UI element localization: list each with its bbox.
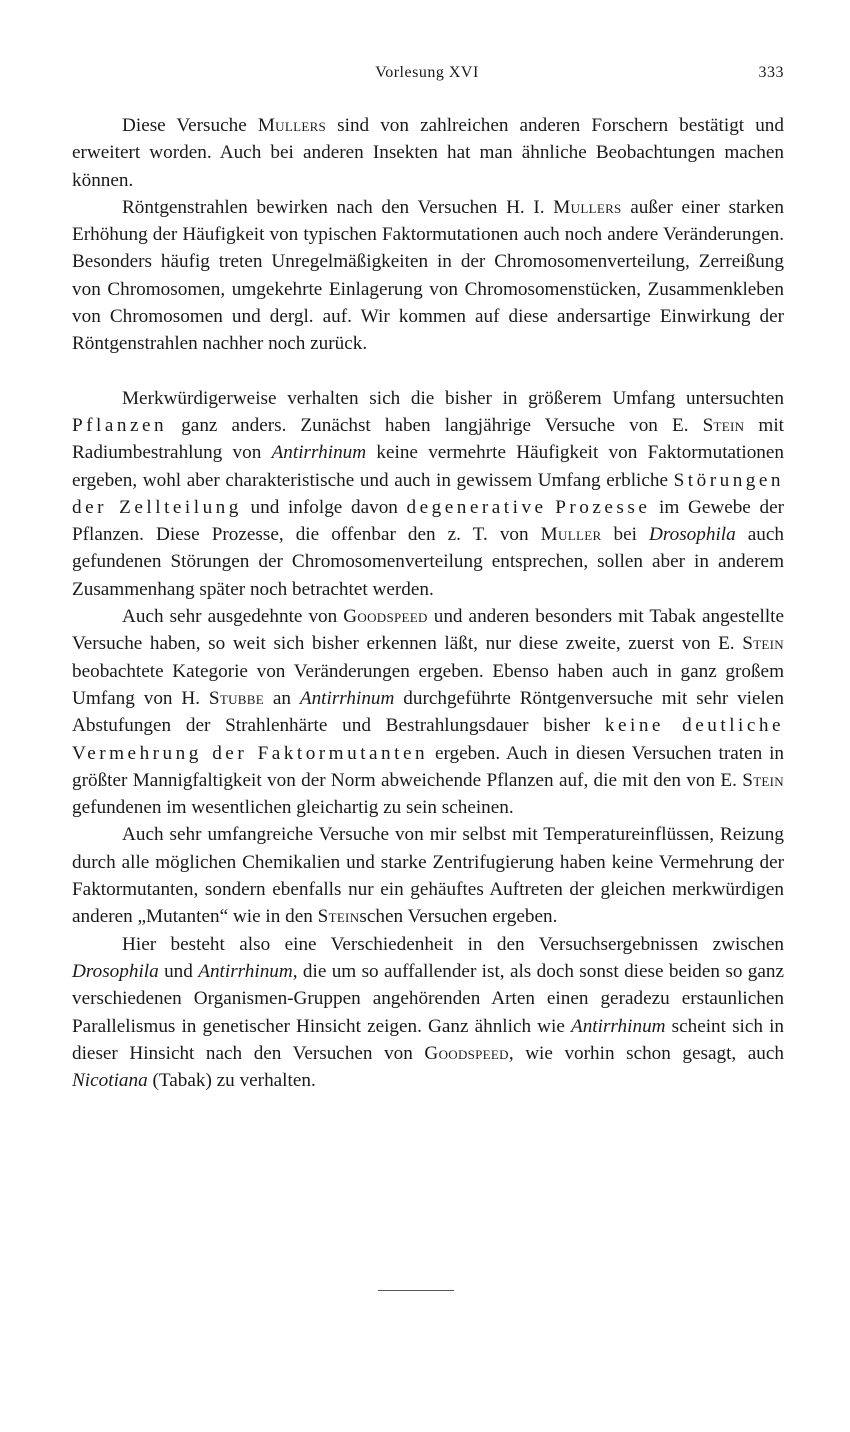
text-run: an bbox=[264, 687, 300, 709]
spaced-emphasis: Prozesse bbox=[555, 496, 651, 518]
author-name: Stubbe bbox=[208, 687, 264, 709]
text-run: Auch sehr ausgedehnte von bbox=[122, 606, 344, 628]
author-name: Stein bbox=[702, 414, 745, 436]
spaced-emphasis: Störungen der Zellteilung bbox=[72, 469, 784, 518]
text-run: die um so auffallender ist, als doch sonst diese beiden so ganz verschiedenen Organismen-Gruppen angehörenden Arten einen geradezu erstaunlichen Parallelismus in genetischer Hinsicht zeigen. Ganz ähnlich wie bbox=[72, 960, 784, 1037]
text-run: Auch sehr umfangreiche Versuche von mir selbst mit Temperatureinflüssen, Reizung durch alle möglichen Chemikalien und starke Zentrifugierung haben keine Vermehrung der Faktormutanten, sondern ebenfalls nur ein gehäuftes Auftreten der gleichen merkwürdigen anderen „Mutanten“ wie in den bbox=[72, 824, 784, 928]
genus-name: Antirrhinum bbox=[271, 442, 367, 464]
text-run: schen Versuchen ergeben. bbox=[359, 906, 558, 928]
text-run: auch gefundenen Störungen der Chromosomenverteilung entsprechen, sollen aber in anderem Zusammenhang später noch betrachtet werden. bbox=[72, 524, 784, 600]
text-run: scheint sich in dieser Hinsicht nach den Versuchen von bbox=[72, 1015, 784, 1064]
text-run: Diese Versuche bbox=[122, 115, 258, 136]
genus-name: Antirrhinum bbox=[570, 1015, 666, 1037]
text-run: gefundenen im wesentlichen gleichartig zu sein scheinen. bbox=[72, 797, 514, 819]
spaced-emphasis: Pflanzen bbox=[72, 414, 168, 436]
page-header bbox=[70, 64, 784, 88]
author-name: Goodspeed bbox=[343, 606, 428, 628]
genus-name: Antirrhinum, bbox=[198, 960, 298, 982]
text-run: und infolge davon bbox=[241, 496, 407, 518]
body-text bbox=[72, 112, 784, 1094]
paragraph-4 bbox=[72, 603, 784, 821]
text-run: ergeben. Auch in diesen Versuchen traten in größter Mannigfaltigkeit von der Norm abweichende Pflanzen auf, die mit den von E. bbox=[72, 742, 784, 791]
author-name: Mullers bbox=[257, 115, 327, 136]
text-run: durchgeführte Röntgenversuche mit sehr vielen Abstufungen der Strahlenhärte und Bestrahlungsdauer bisher bbox=[72, 687, 784, 737]
running-title: Vorlesung XVI bbox=[375, 64, 479, 81]
author-name: Goodspeed bbox=[424, 1042, 509, 1064]
text-run: sind von zahlreichen anderen Forschern bestätigt und erweitert worden. Auch bei anderen Insekten hat man ähnliche Beobachtungen machen können. bbox=[72, 115, 784, 191]
text-run: und bbox=[158, 960, 199, 982]
author-name: Stein bbox=[317, 906, 360, 928]
text-run: Röntgenstrahlen bewirken nach den Versuchen H. I. bbox=[122, 196, 554, 218]
genus-name: Antirrhinum bbox=[299, 687, 395, 709]
paragraph-5 bbox=[72, 821, 784, 930]
text-run: keine vermehrte Häufigkeit von Faktormutationen ergeben, wohl aber charakteristische und auch in gewissem Umfang erbliche bbox=[72, 442, 784, 491]
text-run: Merkwürdigerweise verhalten sich die bisher in größerem Umfang untersuchten bbox=[122, 387, 784, 409]
author-name: Muller bbox=[540, 524, 602, 546]
text-run: beobachtete Kategorie von Veränderungen ergeben. Ebenso haben auch in ganz großem Umfang von H. bbox=[72, 660, 784, 709]
genus-name: Drosophila bbox=[72, 960, 159, 982]
text-run: (Tabak) zu verhalten. bbox=[147, 1070, 316, 1092]
text-run: im Gewebe der Pflanzen. Diese Prozesse, die offenbar den z. T. von bbox=[72, 496, 784, 546]
paragraph-6 bbox=[72, 931, 784, 1095]
section-divider bbox=[378, 1290, 454, 1291]
spaced-emphasis: keine deutliche Vermehrung der Faktormutanten bbox=[72, 715, 784, 764]
text-run: Hier besteht also eine Verschiedenheit in den Versuchsergebnissen zwischen bbox=[122, 933, 784, 955]
text-run: und anderen besonders mit Tabak angestellte Versuche haben, so weit sich bisher erkennen läßt, nur diese zweite, zuerst von E. bbox=[72, 606, 785, 655]
page-number: 333 bbox=[758, 64, 784, 81]
text-run: ganz anders. Zunächst haben langjährige Versuche von E. bbox=[167, 414, 703, 436]
genus-name: Nicotiana bbox=[72, 1070, 148, 1092]
author-name: Stein bbox=[742, 633, 784, 655]
paragraph-2 bbox=[72, 194, 784, 358]
paragraph-1 bbox=[72, 112, 784, 194]
author-name: Mullers bbox=[553, 196, 622, 218]
author-name: Stein bbox=[742, 769, 784, 791]
genus-name: Drosophila bbox=[648, 524, 736, 546]
text-run: außer einer starken Erhöhung der Häufigkeit von typischen Faktormutationen auch noch andere Veränderungen. Besonders häufig treten Unregelmäßigkeiten in der Chromosomenverteilung, Zerreißung von Chromosomen, umgekehrte Einlagerung von Chromosomenstücken, Zusammenkleben von Chromosomen und dergl. auf. Wir kommen auf diese andersartige Einwirkung der Röntgenstrahlen nachher noch zurück. bbox=[72, 196, 785, 355]
text-run: mit Radiumbestrahlung von bbox=[72, 414, 784, 464]
text-run: , wie vorhin schon gesagt, auch bbox=[508, 1042, 784, 1064]
paragraph-3 bbox=[72, 385, 784, 603]
text-run: bei bbox=[601, 524, 649, 546]
spaced-emphasis: degenerative bbox=[406, 496, 547, 518]
